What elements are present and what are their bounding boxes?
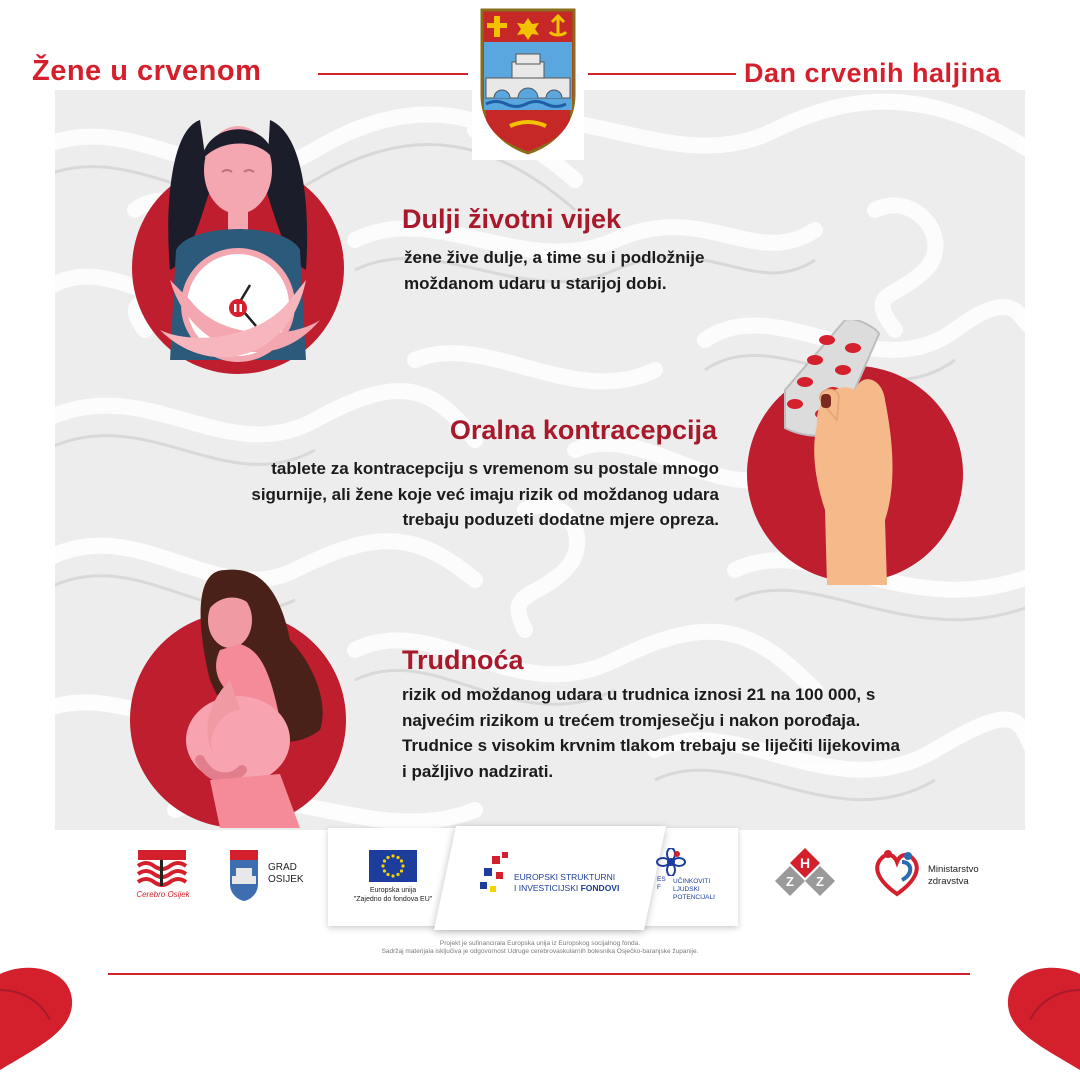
coat-of-arms-icon xyxy=(472,0,584,160)
eu-logo xyxy=(346,850,440,910)
cerebro-wave-icon xyxy=(136,848,188,888)
heart-family-icon xyxy=(872,846,922,898)
header-left-title: Žene u crvenom xyxy=(32,55,262,87)
esif-logo-line1: EUROPSKI STRUKTURNI xyxy=(514,872,616,882)
red-petal-icon xyxy=(0,960,82,1080)
min-logo-line2: zdravstva xyxy=(928,876,969,887)
section-2-text: tablete za kontracepciju s vremenom su postale mnogo sigurnije, ali žene koje već imaju rizik od moždanog udara trebaju poduzeti dodatne mjere opreza. xyxy=(251,459,719,529)
esif-logo xyxy=(478,850,628,900)
svg-text:H: H xyxy=(799,855,811,871)
esif-logo-line2a: I INVESTICIJSKI xyxy=(514,883,581,893)
cerebro-logo-text: Cerebro Osijek xyxy=(136,890,190,899)
cerebro-osijek-logo xyxy=(136,848,188,904)
osijek-shield-icon xyxy=(228,848,260,902)
flower-icon xyxy=(655,848,687,876)
ulp-line2: LJUDSKI xyxy=(673,886,700,893)
svg-text:Z: Z xyxy=(816,874,824,889)
section-1-text: žene žive dulje, a time su i podložnije moždanom udaru u starijoj dobi. xyxy=(404,248,705,293)
eu-logo-line1: Europska unija xyxy=(369,887,417,894)
esif-squares-icon xyxy=(478,850,514,898)
section-1-title: Dulji životni vijek xyxy=(402,204,622,234)
hzz-diamond-icon xyxy=(772,846,838,904)
esif-logo-line2 xyxy=(514,883,619,894)
grad-logo-line2: OSIJEK xyxy=(268,874,304,885)
footer-divider xyxy=(108,973,970,975)
svg-text:Z: Z xyxy=(786,874,794,889)
ulp-line1: UČINKOVITI xyxy=(673,878,711,885)
header-right-line xyxy=(588,73,736,75)
eu-flag-icon xyxy=(369,850,417,882)
coat-of-arms-badge xyxy=(472,0,584,160)
min-logo-line1: Ministarstvo xyxy=(928,864,979,875)
ulp-line3: POTENCIJALI xyxy=(673,894,715,901)
footer-line2: Sadržaj materijala isključiva je odgovornost Udruge cerebrovaskularnih bolesnika Osječko-baranjske županije. xyxy=(381,948,699,955)
pill-hand-illustration xyxy=(745,320,967,585)
esf-letters: ESF xyxy=(657,876,666,891)
eu-logo-line2: "Zajedno do fondova EU" xyxy=(353,896,433,903)
grad-logo-line1: GRAD xyxy=(268,862,297,873)
pregnant-woman-illustration xyxy=(130,560,352,828)
header-right-title: Dan crvenih haljina xyxy=(744,58,1002,88)
left-corner-petal xyxy=(0,960,82,1080)
hzz-logo xyxy=(772,846,838,904)
red-petal-icon xyxy=(998,960,1080,1080)
section-3-text: rizik od moždanog udara u trudnica iznosi 21 na 100 000, s najvećim rizikom u trećem tromjesečju i nakon porođaja. Trudnice s visokim krvnim tlakom trebaju se liječiti lijekovima i pažljivo nadzirati. xyxy=(402,685,900,781)
section-2-title: Oralna kontracepcija xyxy=(449,415,717,445)
woman-clock-illustration xyxy=(130,100,350,400)
footer-line1: Projekt je sufinancirala Europska unija iz Europskog socijalnog fonda. xyxy=(439,940,641,947)
section-3-title: Trudnoća xyxy=(402,645,524,675)
ministarstvo-zdravstva-logo xyxy=(872,846,1002,902)
right-corner-petal xyxy=(998,960,1080,1080)
grad-osijek-logo xyxy=(228,848,318,904)
ucinkoviti-ljudski-potencijali-logo xyxy=(655,848,735,908)
header-left-line xyxy=(318,73,468,75)
esif-logo-line2b: FONDOVI xyxy=(580,883,620,893)
